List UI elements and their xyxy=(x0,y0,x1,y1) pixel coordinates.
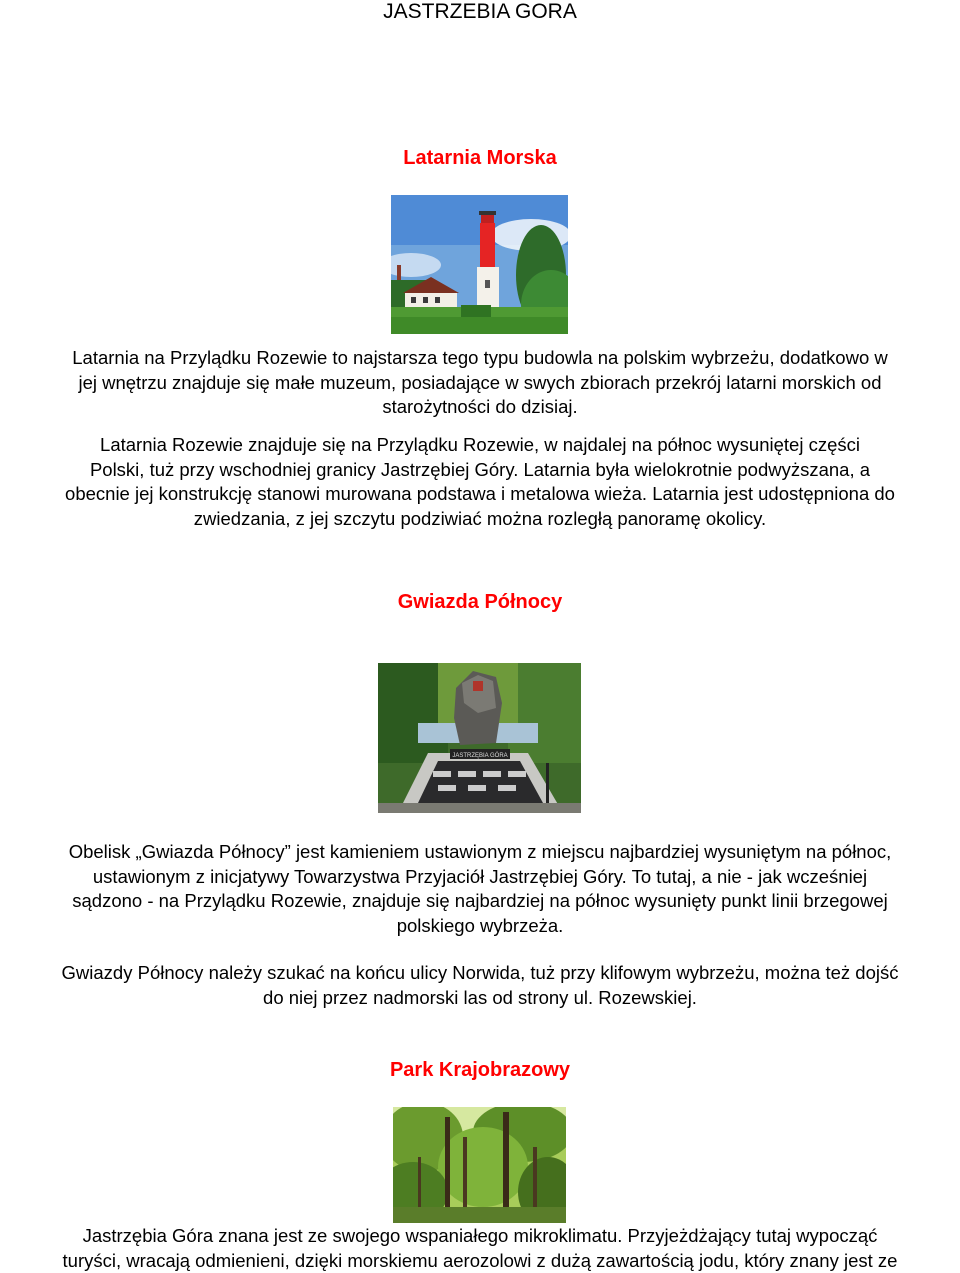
section-heading-latarnia: Latarnia Morska xyxy=(0,146,960,170)
text-line: sądzono - na Przylądku Rozewie, znajduje się najbardziej na północ wysunięty punkt linii brzegowej xyxy=(0,889,960,914)
paragraph xyxy=(0,346,960,420)
obelisk-plaque-text: JASTRZĘBIA GÓRA xyxy=(452,752,507,759)
text-line: ustawionym z inicjatywy Towarzystwa Przyjaciół Jastrzębiej Góry. To tutaj, a nie - jak wcześniej xyxy=(0,865,960,890)
section-heading-gwiazda: Gwiazda Północy xyxy=(0,590,960,614)
page-title: JASTRZEBIA GORA xyxy=(0,0,960,24)
text-line: jej wnętrzu znajduje się małe muzeum, posiadające w swych zbiorach przekrój latarni morskich od xyxy=(0,371,960,396)
paragraph xyxy=(0,961,960,1010)
text-line: obecnie jej konstrukcję stanowi murowana podstawa i metalowa wieża. Latarnia jest udostępniona do xyxy=(0,482,960,507)
paragraph xyxy=(0,840,960,938)
text-line: Jastrzębia Góra znana jest ze swojego wspaniałego mikroklimatu. Przyjeżdżający tutaj wypocząć xyxy=(0,1224,960,1249)
text-line: starożytności do dzisiaj. xyxy=(0,395,960,420)
paragraph xyxy=(0,1224,960,1273)
section-heading-park: Park Krajobrazowy xyxy=(0,1058,960,1082)
text-line: Obelisk „Gwiazda Północy” jest kamieniem ustawionym z miejscu najbardziej wysuniętym na północ, xyxy=(0,840,960,865)
text-line: do niej przez nadmorski las od strony ul. Rozewskiej. xyxy=(0,986,960,1011)
forest-photo xyxy=(393,1107,566,1223)
text-line: Latarnia na Przylądku Rozewie to najstarsza tego typu budowla na polskim wybrzeżu, dodatkowo w xyxy=(0,346,960,371)
lighthouse-photo xyxy=(391,195,568,334)
text-line: turyści, wracają odmienieni, dzięki morskiemu aerozolowi z dużą zawartością jodu, który znany jest ze xyxy=(0,1249,960,1273)
text-line: polskiego wybrzeża. xyxy=(0,914,960,939)
paragraph xyxy=(0,433,960,531)
text-line: Gwiazdy Północy należy szukać na końcu ulicy Norwida, tuż przy klifowym wybrzeżu, można też dojść xyxy=(0,961,960,986)
text-line: Polski, tuż przy wschodniej granicy Jastrzębiej Góry. Latarnia była wielokrotnie podwyższana, a xyxy=(0,458,960,483)
text-line: Latarnia Rozewie znajduje się na Przylądku Rozewie, w najdalej na północ wysuniętej części xyxy=(0,433,960,458)
obelisk-photo xyxy=(378,663,581,813)
text-line: zwiedzania, z jej szczytu podziwiać można rozległą panoramę okolicy. xyxy=(0,507,960,532)
